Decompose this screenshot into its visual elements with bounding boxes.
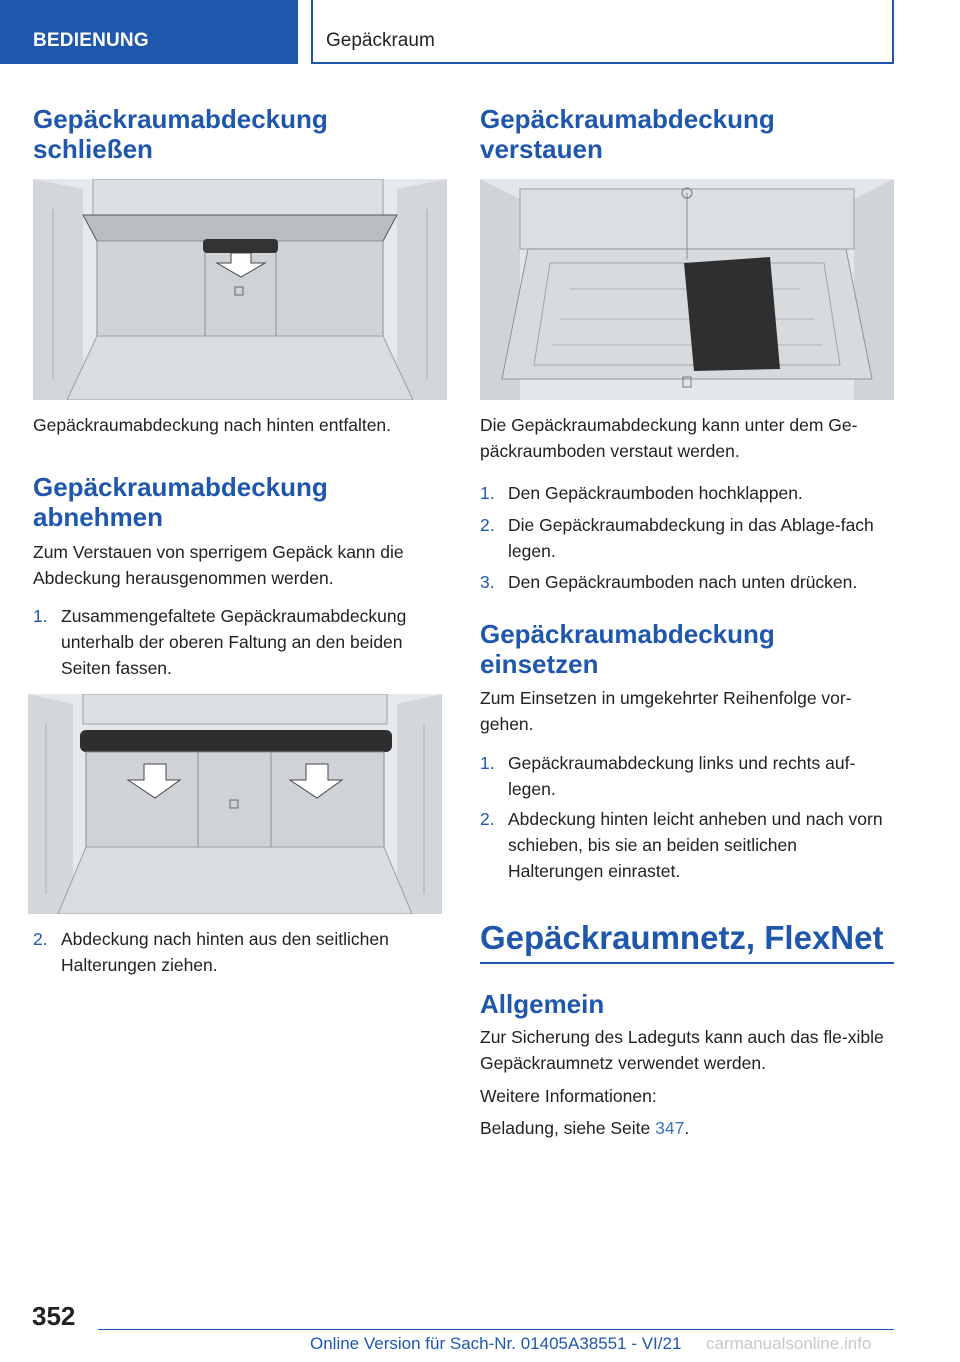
step-text: Den Gepäckraumboden nach unten drücken.: [508, 572, 858, 592]
heading-stow: Gepäckraumabdeckung verstauen: [480, 104, 775, 164]
section-label: BEDIENUNG: [33, 30, 149, 51]
list-item: [33, 926, 447, 980]
step-number: 2.: [33, 929, 48, 949]
list-item: [480, 480, 894, 506]
list-item: [480, 750, 894, 802]
reference-text: Beladung, siehe Seite: [480, 1118, 656, 1138]
heading-flexnet: Gepäckraumnetz, FlexNet: [480, 919, 884, 956]
step-text: Die Gepäckraumabdeckung in das Ablage‐fach legen.: [508, 515, 874, 561]
step-text: Den Gepäckraumboden hochklappen.: [508, 483, 803, 503]
chapter-tab: [311, 0, 894, 64]
step-number: 1.: [480, 483, 495, 503]
intro-stow: Die Gepäckraumabdeckung kann unter dem Ge‐päckraumboden verstaut werden.: [480, 415, 858, 461]
paragraph-more-info: Weitere Informationen:: [480, 1086, 657, 1106]
heading-insert: Gepäckraumabdeckung einsetzen: [480, 619, 775, 679]
step-number: 2.: [480, 809, 495, 829]
chapter-label: Gepäckraum: [326, 30, 435, 51]
intro-remove: Zum Verstauen von sperrigem Gepäck kann die Abdeckung herausgenommen werden.: [33, 542, 404, 588]
page-link[interactable]: 347: [655, 1118, 685, 1138]
figure-cover-remove: [28, 694, 442, 914]
heading-rule: [480, 962, 894, 964]
heading-general: Allgemein: [480, 989, 605, 1019]
step-text: Gepäckraumabdeckung links und rechts auf‐legen.: [508, 753, 856, 799]
step-text: Abdeckung hinten leicht anheben und nach vorn schieben, bis sie an beiden seitlichen Halterungen einrastet.: [508, 809, 883, 881]
paragraph-general: Zur Sicherung des Ladeguts kann auch das fle‐xible Gepäckraumnetz verwendet werden.: [480, 1027, 884, 1073]
list-item: [480, 512, 894, 564]
step-number: 3.: [480, 572, 495, 592]
step-text: Zusammengefaltete Gepäckraumabdeckung unterhalb der oberen Faltung an den beiden Seiten fassen.: [61, 606, 407, 678]
figure-cover-close: [33, 179, 447, 400]
footer-rule: [98, 1329, 894, 1330]
page-number: 352: [32, 1301, 76, 1331]
caption-close: Gepäckraumabdeckung nach hinten entfalten.: [33, 415, 392, 435]
step-number: 2.: [480, 515, 495, 535]
section-tab: [0, 0, 298, 64]
watermark: carmanualsonline.info: [706, 1334, 872, 1353]
heading-remove: Gepäckraumabdeckung abnehmen: [33, 472, 328, 532]
paragraph-reference: [480, 1115, 894, 1141]
list-item: [480, 806, 894, 886]
intro-insert: Zum Einsetzen in umgekehrter Reihenfolge vor‐gehen.: [480, 688, 852, 734]
step-number: 1.: [33, 606, 48, 626]
heading-close: Gepäckraumabdeckung schließen: [33, 104, 328, 164]
reference-end: .: [684, 1118, 690, 1138]
list-item: [480, 569, 894, 595]
list-item: [33, 603, 447, 683]
step-number: 1.: [480, 753, 495, 773]
step-text: Abdeckung nach hinten aus den seitlichen Halterungen ziehen.: [61, 929, 389, 975]
footer-version: Online Version für Sach-Nr. 01405A38551 - VI/21: [310, 1334, 682, 1353]
figure-cover-stow: [480, 179, 894, 400]
